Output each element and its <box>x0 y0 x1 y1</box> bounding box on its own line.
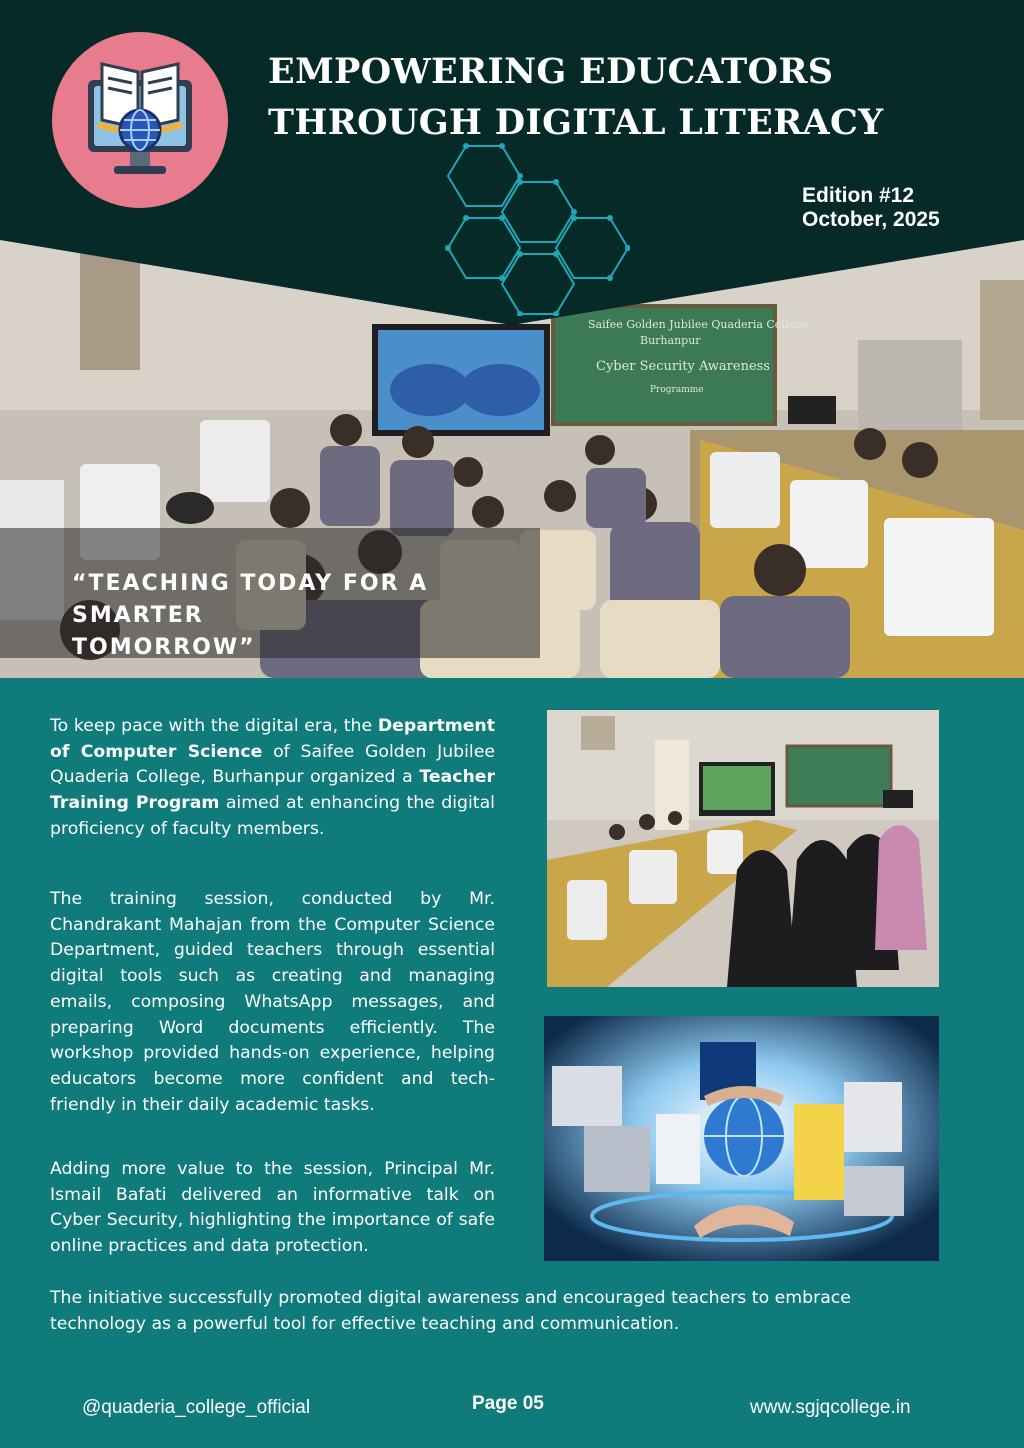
digital-world-image <box>544 1016 939 1261</box>
intro-text-a: To keep pace with the digital era, the <box>50 716 378 736</box>
intro-text-e: aimed at enhancing the digital proficiency of faculty members. <box>50 793 495 839</box>
footer-social-handle: @quaderia_college_official <box>82 1397 311 1418</box>
hexagon-decoration-icon <box>430 136 630 316</box>
paragraph-training: The training session, conducted by Mr. Chandrakant Mahajan from the Computer Science Department, guided teachers through essential digital tools such as creating and managing emails, composing WhatsApp messages, and preparing Word documents efficiently. The workshop provided hands-on experience, helping educators become more confident and tech-friendly in their daily academic tasks. <box>50 889 495 1115</box>
title-line-2: THROUGH DIGITAL LITERACY <box>268 102 884 143</box>
title-line-1: EMPOWERING EDUCATORS <box>268 51 834 92</box>
edition-number: Edition #12 <box>802 184 915 207</box>
paragraph-intro <box>50 714 495 843</box>
quote-line-2: TOMORROW” <box>72 635 256 660</box>
program-name: Teacher Training Program <box>50 767 495 814</box>
intro-text-c: of Saifee Golden Jubilee Quaderia College, Burhanpur organized a <box>50 741 495 788</box>
edition-info <box>802 184 940 232</box>
book-monitor-globe-icon <box>52 32 228 208</box>
board-text-2: Burhanpur <box>640 334 701 347</box>
lab-photo <box>547 710 939 987</box>
logo <box>52 32 228 208</box>
footer-website: www.sgjqcollege.in <box>750 1397 911 1418</box>
paragraph-conclusion: The initiative successfully promoted digital awareness and encouraged teachers to embrace technology as a powerful tool for effective teaching and communication. <box>50 1288 851 1334</box>
board-text-4: Programme <box>650 385 704 395</box>
footer-page-number: Page 05 <box>472 1393 544 1414</box>
edition-date: October, 2025 <box>802 208 940 231</box>
board-text-1: Saifee Golden Jubilee Quaderia College <box>588 318 809 331</box>
quote-line-1: “TEACHING TODAY FOR A SMARTER <box>72 571 429 628</box>
paragraph-cyber-security: Adding more value to the session, Principal Mr. Ismail Bafati delivered an informative talk on Cyber Security, highlighting the importance of safe online practices and data protection. <box>50 1159 495 1257</box>
hero-quote <box>72 568 542 664</box>
board-text-3: Cyber Security Awareness <box>596 359 770 374</box>
page-title <box>268 46 883 148</box>
department-name: Department of Computer Science <box>50 716 495 762</box>
